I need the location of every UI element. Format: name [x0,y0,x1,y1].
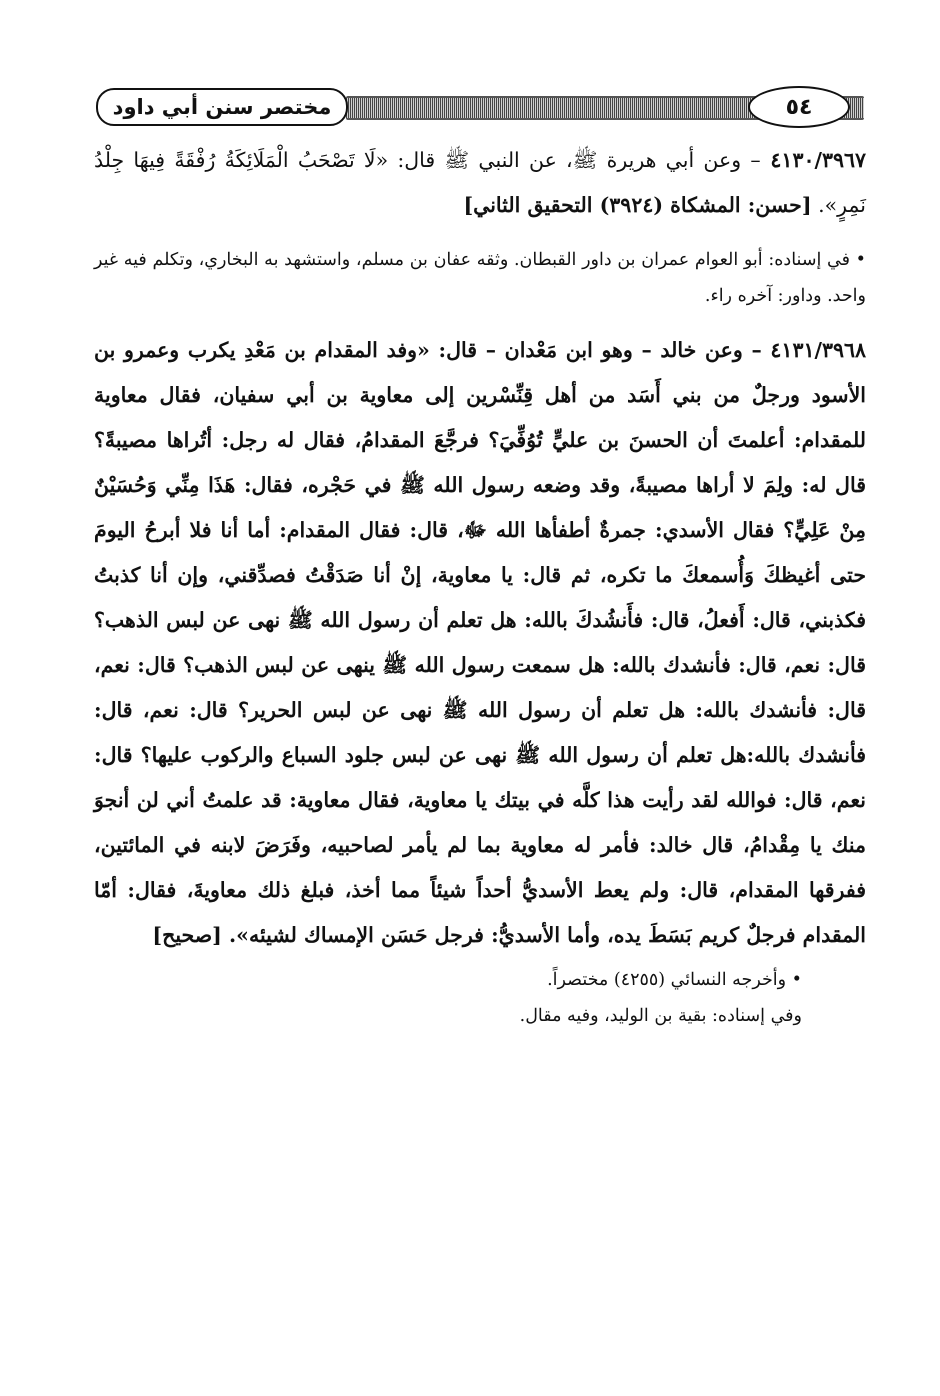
hadith-4130 [94,138,866,228]
hadith-number: ٤١٣٠/٣٩٦٧ [770,148,866,172]
hadith-grading: [حسن: المشكاة (٣٩٢٤) التحقيق الثاني] [463,193,812,217]
hadith-narration: – وعن أبي هريرة ﷺ، عن النبي ﷺ قال: «لَا تَصْحَبُ الْمَلَائِكَةُ رُفْقَةً فِيهَا جِلْدُ نَمِرٍ». [94,148,866,217]
hadith-4131 [94,328,866,958]
isnad-note: • في إسناده: أبو العوام عمران بن داور القبطان. وثقه عفان بن مسلم، واستشهد به البخاري، وتكلم فيه غير واحد. وداور: آخره راء. [94,250,866,306]
hadith-narration: – وعن خالد – وهو ابن مَعْدان – قال: «وفد المقدام بن مَعْدِ يكرب وعمرو بن الأسود ورجلٌ من بني أَسَد من أهل قِنِّسْرين إلى معاوية بن أبي سفيان، فقال معاوية للمقدام: أعلمتَ أن الحسنَ بن عليٍّ تُوُفِّيَ؟ فرجَّعَ المقدامُ، فقال له رجل: أتُراها مصيبةً؟ قال له: ولِمَ لا أراها مصيبةً، وقد وضعه رسول الله ﷺ في حَجْره، فقال: هَذَا مِنِّي وَحُسَيْنٌ مِنْ عَلِيٍّ؟ فقال الأسدي: جمرةٌ أطفأها الله ﷻ، قال: فقال المقدام: أما أنا فلا أبرحُ اليومَ حتى أغيظكَ وَأُسمعكَ ما تكره، ثم قال: يا معاوية، إنْ أنا صَدَقْتُ فصدِّقني، وإن أنا كذبتُ فكذبني، قال: أَفعلُ، قال: فأَنشُدكَ بالله: هل تعلم أن رسول الله ﷺ نهى عن لبس الذهب؟ قال: نعم، قال: فأنشدك بالله: هل سمعت رسول الله ﷺ ينهى عن لبس الذهب؟ قال: نعم، قال: فأنشدك بالله: هل تعلم أن رسول الله ﷺ نهى عن لبس الحرير؟ قال: نعم، قال: فأنشدك بالله:هل تعلم أن رسول الله ﷺ نهى عن لبس جلود السباع والركوب عليها؟ قال: نعم، قال: فوالله لقد رأيت هذا كلَّه في بيتك يا معاوية، فقال معاوية: قد علمتُ أني لن أنجوَ منك يا مِقْدامُ، قال خالد: فأمر له معاوية بما لم يأمر لصاحبيه، وفَرَضَ لابنه في المائتين، ففرقها المقدام، قال: ولم يعط الأسديُّ أحداً شيئاً مما أخذ، فبلغ ذلك معاويةَ، فقال: أمّا المقدام فرجلٌ كريم بَسَطَ يده، وأما الأسديُّ: فرجل حَسَن الإمساك لشيئه». [94,338,866,947]
hadith-grading: [صحيح] [152,923,222,947]
book-title: مختصر سنن أبي داود [96,88,348,126]
takhrij-note: • وأخرجه النسائي (٤٢٥٥) مختصراً. [547,970,802,990]
page-body [94,138,866,1034]
page-header [96,88,864,128]
isnad-note-2: وفي إسناده: بقية بن الوليد، وفيه مقال. [519,1006,802,1026]
hadith-number: ٤١٣١/٣٩٦٨ [770,338,866,362]
page-number: ٥٤ [748,86,850,128]
